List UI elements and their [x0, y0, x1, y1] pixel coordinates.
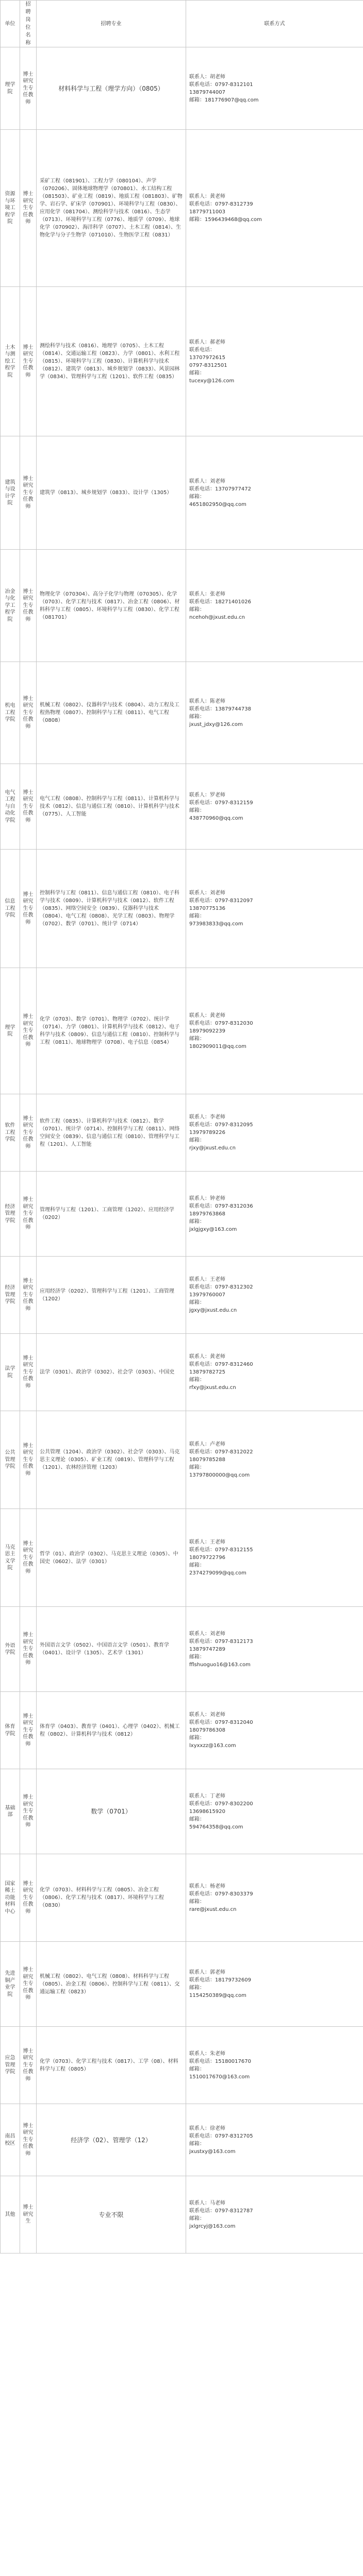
- unit-text: 信息工程学院: [5, 899, 15, 919]
- contact-line: 联系电话：0797-8312173: [189, 1638, 253, 1645]
- contact-line: 联系电话：0797-8312155: [189, 1547, 253, 1553]
- contact-cell: [186, 1172, 363, 1257]
- hire-cell: [20, 968, 37, 1094]
- contact-line: 0797-8312501: [189, 362, 227, 368]
- table-row: [1, 2176, 363, 2253]
- hire-text: 博士研究生专任教师: [23, 1197, 34, 1231]
- contact-line: 邮箱：: [189, 2215, 205, 2222]
- contact-line: rfxy@jxust.edu.cn: [189, 1385, 236, 1391]
- unit-cell: [1, 1334, 20, 1411]
- hire-text: 博士研究生专任教师: [23, 2123, 34, 2157]
- contact-line: 联系电话：0797-8312022: [189, 1449, 253, 1455]
- major-cell: 外国语言文学（0502）、中国语言文学（0501）、教育学（0401）、设计学（1305）、艺术学（1301）: [37, 1607, 186, 1692]
- hire-text: 博士研究生专任教师: [23, 1014, 34, 1048]
- table-row: [1, 1769, 363, 1854]
- contact-line: 13797800000@qq.com: [189, 1472, 250, 1478]
- contact-line: 联系电话：0797-8312097: [189, 898, 253, 904]
- contact-line: 联系电话：18179732609: [189, 1977, 251, 1983]
- table-row: [1, 1692, 363, 1769]
- hire-cell: [20, 1607, 37, 1692]
- contact-line: 邮箱：: [189, 1377, 205, 1383]
- contact-line: 联系人：郝老师: [189, 339, 225, 345]
- contact-line: 邮箱：: [189, 714, 205, 720]
- hire-cell: [20, 2176, 37, 2253]
- contact-cell: [186, 1607, 363, 1692]
- contact-line: 联系电话：13707977472: [189, 486, 251, 492]
- table-row: [1, 130, 363, 287]
- contact-line: jxlgjgxy@163.com: [189, 1226, 237, 1232]
- contact-line: 1802909011@qq.com: [189, 1043, 246, 1049]
- table-row: [1, 850, 363, 968]
- major-cell: 电气工程（0808）、控制科学与工程（0811）、计算机科学与技术（0812）、信息与通信工程（0810）、计算机科学与技术（0775）、人工智能: [37, 764, 186, 850]
- unit-cell: [1, 1172, 20, 1257]
- hire-cell: [20, 1172, 37, 1257]
- hire-cell: [20, 1257, 37, 1334]
- hire-cell: [20, 2027, 37, 2104]
- contact-line: tucexy@126.com: [189, 378, 235, 384]
- unit-cell: [1, 1257, 20, 1334]
- hire-text: 博士研究生专任教师: [23, 1713, 34, 1747]
- unit-cell: [1, 1769, 20, 1854]
- header-unit: 单位: [1, 1, 20, 47]
- table-row: [1, 1334, 363, 1411]
- contact-line: 联系人：刘老师: [189, 478, 225, 484]
- unit-text: 基础部: [5, 1805, 15, 1818]
- hire-text: 博士研究生: [23, 2205, 34, 2225]
- contact-line: 13979760007: [189, 1292, 225, 1298]
- major-cell: 应用经济学（0202）、管理科学与工程（1201）、工商管理（1202）: [37, 1257, 186, 1334]
- contact-line: 联系人：黄老师: [189, 1354, 225, 1360]
- unit-cell: [1, 2176, 20, 2253]
- contact-line: 2374279099@qq.com: [189, 1570, 246, 1576]
- unit-cell: [1, 1692, 20, 1769]
- contact-cell: [186, 2027, 363, 2104]
- hire-text: 博士研究生专任教师: [23, 1880, 34, 1914]
- unit-text: 应急管理学院: [5, 2055, 15, 2075]
- table-row: [1, 1607, 363, 1692]
- major-cell: 化学（0703）、数学（0701）、物理学（0702）、统计学（0714）、力学（0801）、计算机科学与技术（0812）、电子科学与技术（0809）、信息与通信工程（0810）、控制科学与工程（0811）、地球物理学（0708）、电子信息（0854）: [37, 968, 186, 1094]
- unit-cell: [1, 2104, 20, 2176]
- hire-cell: [20, 1411, 37, 1509]
- contact-cell: [186, 287, 363, 436]
- unit-text: 经济管理学院: [5, 1285, 15, 1305]
- contact-line: 邮箱：: [189, 1735, 205, 1741]
- contact-line: 联系人：刘老师: [189, 1712, 225, 1718]
- contact-cell: [186, 1411, 363, 1509]
- contact-line: rare@jxust.edu.cn: [189, 1906, 237, 1912]
- contact-cell: [186, 1692, 363, 1769]
- contact-line: 邮箱：: [189, 913, 205, 919]
- contact-line: 联系电话：18271401026: [189, 599, 251, 605]
- unit-text: 法学院: [5, 1366, 15, 1379]
- contact-line: 13879744007: [189, 89, 225, 95]
- unit-text: 外语学院: [5, 1642, 15, 1655]
- table-row: [1, 436, 363, 550]
- contact-line: 18979092239: [189, 1028, 225, 1034]
- contact-line: 联系人：罗老师: [189, 792, 225, 798]
- contact-line: 邮箱：: [189, 1300, 205, 1306]
- hire-cell: [20, 662, 37, 764]
- contact-line: 联系人：陈老师: [189, 698, 225, 704]
- unit-text: 电气工程与自动化学院: [5, 789, 15, 823]
- unit-text: 土木与测绘工程学院: [5, 344, 15, 378]
- hire-cell: [20, 287, 37, 436]
- contact-cell: [186, 968, 363, 1094]
- contact-line: 联系电话：0797-8312036: [189, 1203, 253, 1209]
- major-cell: 数学（0701）: [37, 1769, 186, 1854]
- hire-cell: [20, 1334, 37, 1411]
- contact-cell: [186, 1854, 363, 1942]
- major-cell: 法学（0301）、政治学（0302）、社会学（0303）、中国史: [37, 1334, 186, 1411]
- contact-line: 联系电话：0797-8312030: [189, 1020, 253, 1026]
- contact-line: 邮箱：1596439468@qq.com: [189, 217, 262, 223]
- hire-text: 博士研究生专任教师: [23, 1355, 34, 1389]
- contact-line: jxust_jdxy@126.com: [189, 721, 243, 727]
- major-cell: 管理科学与工程（1201）、工商管理（1202）、应用经济学（0202）: [37, 1172, 186, 1257]
- table-body: [1, 47, 363, 2253]
- hire-text: 博士研究生专任教师: [23, 1632, 34, 1666]
- unit-text: 南昌校区: [5, 2133, 15, 2146]
- contact-line: 邮箱：: [189, 494, 205, 500]
- table-row: [1, 662, 363, 764]
- contact-line: 联系电话：0797-8312040: [189, 1720, 253, 1725]
- contact-cell: [186, 1942, 363, 2027]
- contact-line: 联系电话：13879744738: [189, 706, 251, 712]
- hire-text: 博士研究生专任教师: [23, 191, 34, 225]
- table-row: [1, 2104, 363, 2176]
- hire-text: 博士研究生专任教师: [23, 344, 34, 378]
- contact-line: lxyxxzz@163.com: [189, 1743, 236, 1749]
- contact-cell: [186, 1509, 363, 1607]
- major-cell: 经济学（02）、管理学（12）: [37, 2104, 186, 2176]
- contact-line: 联系电话：0797-8312787: [189, 2208, 253, 2214]
- contact-cell: [186, 47, 363, 130]
- table-row: [1, 968, 363, 1094]
- table-row: [1, 1942, 363, 2027]
- table-row: [1, 287, 363, 436]
- major-cell: 哲学（01）、政治学（0302）、马克思主义理论（0305）、中国史（0602）、法学（0301）: [37, 1509, 186, 1607]
- contact-line: 联系人：郭老师: [189, 1970, 225, 1975]
- table-row: [1, 550, 363, 662]
- contact-line: 联系人：徐老师: [189, 2125, 225, 2131]
- contact-line: 18979763868: [189, 1211, 225, 1217]
- contact-line: 联系人：黄老师: [189, 194, 225, 199]
- unit-cell: [1, 2027, 20, 2104]
- contact-line: 594764358@qq.com: [189, 1824, 243, 1830]
- hire-text: 博士研究生专任教师: [23, 1115, 34, 1149]
- unit-cell: [1, 1094, 20, 1172]
- contact-line: 联系电话：0797-8312101: [189, 81, 253, 88]
- hire-text: 博士研究生专任教师: [23, 71, 34, 105]
- contact-cell: [186, 764, 363, 850]
- unit-cell: [1, 436, 20, 550]
- contact-line: 邮箱：: [189, 2141, 205, 2147]
- header-hire: 招聘岗位名称: [20, 1, 37, 47]
- unit-cell: [1, 287, 20, 436]
- major-cell: 材料科学与工程（理学方向）（0805）: [37, 47, 186, 130]
- contact-line: 联系人：朱老师: [189, 2050, 225, 2057]
- contact-line: 联系电话：0797-8303379: [189, 1891, 253, 1897]
- header-major: 招聘专业: [37, 1, 186, 47]
- hire-cell: [20, 436, 37, 550]
- table-row: [1, 1172, 363, 1257]
- contact-line: fflshuoguo16@163.com: [189, 1662, 251, 1668]
- contact-line: 邮箱：: [189, 370, 205, 376]
- hire-cell: [20, 1094, 37, 1172]
- contact-cell: [186, 130, 363, 287]
- table-row: [1, 1854, 363, 1942]
- contact-cell: [186, 1257, 363, 1334]
- hire-cell: [20, 1509, 37, 1607]
- contact-line: 邮箱：: [189, 1036, 205, 1042]
- hire-cell: [20, 850, 37, 968]
- contact-cell: [186, 550, 363, 662]
- major-cell: 公共管理（1204）、政治学（0302）、社会学（0303）、马克思主义理论（0305）、矿业工程（0819）、管理科学与工程（1201）、农林经济管理（1203）: [37, 1411, 186, 1509]
- contact-line: 联系电话：0797-8312739: [189, 201, 253, 207]
- hire-cell: [20, 764, 37, 850]
- contact-cell: [186, 1334, 363, 1411]
- contact-line: 联系人：王老师: [189, 1277, 225, 1282]
- hire-cell: [20, 1854, 37, 1942]
- contact-line: 联系电话：0797-8312705: [189, 2133, 253, 2139]
- contact-line: 邮箱：: [189, 1465, 205, 1470]
- contact-line: 联系人：李老师: [189, 1114, 225, 1120]
- major-cell: 软件工程（0835）、计算机科学与技术（0812）、数学（0701）、统计学（0714）、控制科学与工程（0811）、网络空间安全（0839）、信息与通信工程（0810）、管理科学与工程（1201）、人工智能: [37, 1094, 186, 1172]
- contact-line: 联系人：张老师: [189, 591, 225, 597]
- header-contact: 联系方式: [186, 1, 363, 47]
- unit-text: 体育学院: [5, 1724, 15, 1737]
- contact-line: 邮箱：: [189, 1138, 205, 1143]
- table-row: [1, 764, 363, 850]
- contact-line: 联系电话：0797-8312159: [189, 800, 253, 806]
- contact-line: 联系人：马老师: [189, 2200, 225, 2206]
- table-row: [1, 1094, 363, 1172]
- contact-line: 973983833@qq.com: [189, 921, 243, 927]
- unit-text: 资源与环境工程学院: [5, 191, 15, 225]
- hire-text: 博士研究生专任教师: [23, 891, 34, 925]
- unit-cell: [1, 850, 20, 968]
- unit-cell: [1, 1942, 20, 2027]
- contact-line: 联系电话：0797-8312302: [189, 1284, 253, 1290]
- unit-text: 理学院: [5, 82, 15, 95]
- contact-line: 13979789226: [189, 1130, 225, 1136]
- contact-line: 联系电话：0797-8312460: [189, 1362, 253, 1367]
- table-row: [1, 2027, 363, 2104]
- unit-cell: [1, 130, 20, 287]
- hire-text: 博士研究生专任教师: [23, 1967, 34, 2001]
- unit-text: 马克思主义学院: [5, 1544, 15, 1571]
- table-row: [1, 47, 363, 130]
- hire-text: 博士研究生专任教师: [23, 1794, 34, 1828]
- contact-line: 联系电话：0797-8312095: [189, 1122, 253, 1128]
- contact-line: 邮箱：: [189, 1654, 205, 1660]
- unit-text: 先进铜产业学院: [5, 1971, 15, 1997]
- contact-line: 邮箱：: [189, 807, 205, 814]
- contact-line: 联系人：刘老师: [189, 1631, 225, 1637]
- hire-text: 博士研究生专任教师: [23, 1443, 34, 1477]
- unit-text: 理学院: [5, 1024, 15, 1037]
- contact-line: 13870775136: [189, 906, 225, 911]
- table-row: [1, 1509, 363, 1607]
- hire-cell: [20, 1692, 37, 1769]
- table-row: [1, 1257, 363, 1334]
- contact-cell: [186, 2176, 363, 2253]
- contact-line: 1510017670@163.com: [189, 2074, 250, 2080]
- major-cell: 控制科学与工程（0811）、信息与通信工程（0810）、电子科学与技术（0809）、计算机科学与技术（0812）、软件工程（0835）、网络空间安全（0839）、仪器科学与技术（0804）、电气工程（0808）、光学工程（0803）、物理学（0702）、数学（0701）、统计学（0714）: [37, 850, 186, 968]
- contact-line: 438770960@qq.com: [189, 815, 243, 821]
- contact-line: 联系人：卢老师: [189, 1442, 225, 1447]
- contact-line: 13879782725: [189, 1369, 225, 1375]
- unit-cell: [1, 662, 20, 764]
- contact-line: 18779711003: [189, 209, 225, 215]
- contact-cell: [186, 2104, 363, 2176]
- contact-line: 联系人：黄老师: [189, 1012, 225, 1019]
- contact-line: 联系电话：15180017670: [189, 2058, 251, 2064]
- contact-line: 18079785288: [189, 1457, 225, 1463]
- contact-line: 联系人：钟老师: [189, 1195, 225, 1201]
- contact-line: 4651802950@qq.com: [189, 501, 246, 507]
- contact-cell: [186, 850, 363, 968]
- contact-line: 联系人：胡老师: [189, 74, 225, 80]
- contact-line: 邮箱：: [189, 1218, 205, 1225]
- unit-text: 公共管理学院: [5, 1450, 15, 1470]
- major-cell: 建筑学（0813）、城乡规划学（0833）、设计学（1305）: [37, 436, 186, 550]
- contact-line: 18079786308: [189, 1727, 225, 1733]
- contact-line: 邮箱：: [189, 2066, 205, 2072]
- hire-text: 博士研究生专任教师: [23, 789, 34, 823]
- contact-line: 13879747289: [189, 1646, 225, 1652]
- hire-cell: [20, 550, 37, 662]
- unit-cell: [1, 550, 20, 662]
- unit-cell: [1, 1854, 20, 1942]
- major-cell: 采矿工程（081901）、工程力学（080104）、声学（070206）、固体地球物理学（070801）、水工结构工程（081503）、矿业工程（0819）、地质工程（081803）、矿物学、岩石学、矿床学（070901）、环境科学与工程（0830）、应用化学（081704）、测绘科学与技术（0816）、生态学（0713）、环境科学与工程（0776）、地质学（0709）、地球化学（070902）、海洋科学（0707）、土木工程（0814）、生物化学与分子生物学（071010）、生物医学工程（0831）: [37, 130, 186, 287]
- contact-line: 18079722796: [189, 1555, 225, 1561]
- unit-cell: [1, 47, 20, 130]
- contact-line: 联系人：刘老师: [189, 890, 225, 896]
- hire-text: 博士研究生专任教师: [23, 1278, 34, 1312]
- contact-line: 联系人：丁老师: [189, 1793, 225, 1799]
- contact-line: jxustxy@163.com: [189, 2148, 236, 2155]
- unit-cell: [1, 764, 20, 850]
- hire-text: 博士研究生专任教师: [23, 696, 34, 730]
- hire-text: 博士研究生专任教师: [23, 588, 34, 622]
- unit-text: 建筑与设计学院: [5, 479, 15, 506]
- contact-cell: [186, 1769, 363, 1854]
- unit-text: 冶金与化学工程学院: [5, 588, 15, 622]
- unit-cell: [1, 1607, 20, 1692]
- contact-line: jgxy@jxust.edu.cn: [189, 1308, 237, 1313]
- major-cell: 化学（0703）、化学工程与技术（0817）、工学（08）、材料科学与工程（0805）: [37, 2027, 186, 2104]
- hire-cell: [20, 47, 37, 130]
- contact-cell: [186, 662, 363, 764]
- major-cell: 专业不限: [37, 2176, 186, 2253]
- unit-cell: [1, 1411, 20, 1509]
- contact-line: ncehoh@jxust.edu.cn: [189, 614, 245, 620]
- major-cell: 化学（0703）、材料科学与工程（0805）、冶金工程（0806）、化学工程与技术（0817）、环境科学与工程（0830）: [37, 1854, 186, 1942]
- major-cell: 机械工程（0802）、仪器科学与技术（0804）、动力工程及工程热物理（0807）、控制科学与工程（0811）、电气工程（0808）: [37, 662, 186, 764]
- contact-line: jxlgrcyj@163.com: [189, 2223, 236, 2229]
- hire-cell: [20, 2104, 37, 2176]
- contact-line: 13698615920: [189, 1808, 225, 1815]
- hire-text: 博士研究生专任教师: [23, 2048, 34, 2082]
- major-cell: 机械工程（0802）、电气工程（0808）、材料科学与工程（0805）、冶金工程（0806）、控制科学与工程（0811）、交通运输工程（0823）: [37, 1942, 186, 2027]
- table-header-row: [1, 1, 363, 47]
- contact-line: 13707972615: [189, 354, 225, 361]
- contact-cell: [186, 436, 363, 550]
- contact-line: 联系电话：0797-8302200: [189, 1801, 253, 1807]
- unit-text: 国家稀土功能材料中心: [5, 1880, 15, 1914]
- contact-line: 邮箱：: [189, 606, 205, 613]
- contact-line: 联系人：王老师: [189, 1539, 225, 1545]
- contact-line: 邮箱：: [189, 1899, 205, 1905]
- contact-line: 邮箱：181776907@qq.com: [189, 97, 259, 103]
- major-cell: 物理化学（070304）、高分子化学与物理（070305）、化学（0703）、化学工程与技术（0817）、冶金工程（0806）、材料科学与工程（0805）、环境科学与工程（0830）、化学工程（081701）: [37, 550, 186, 662]
- contact-line: 邮箱：: [189, 1816, 205, 1822]
- unit-cell: [1, 968, 20, 1094]
- table-row: [1, 1411, 363, 1509]
- hire-text: 博士研究生专任教师: [23, 476, 34, 510]
- hire-cell: [20, 1769, 37, 1854]
- contact-line: rjxy@jxust.edu.cn: [189, 1145, 236, 1151]
- contact-line: 联系人：杨老师: [189, 1883, 225, 1889]
- unit-cell: [1, 1509, 20, 1607]
- contact-line: 联系电话：: [189, 347, 215, 353]
- unit-text: 其他: [5, 2211, 15, 2217]
- hire-cell: [20, 130, 37, 287]
- unit-text: 机电工程学院: [5, 703, 15, 723]
- unit-text: 软件工程学院: [5, 1123, 15, 1143]
- contact-cell: [186, 1094, 363, 1172]
- unit-text: 经济管理学院: [5, 1204, 15, 1224]
- hire-cell: [20, 1942, 37, 2027]
- contact-line: 邮箱：: [189, 1563, 205, 1568]
- major-cell: 测绘科学与技术（0816）、地理学（0705）、土木工程（0814）、交通运输工程（0823）、力学（0801）、水利工程（0815）、环境科学与工程（0830）、计算机科学与技术（0812）、建筑学（0813）、城乡规划学（0833）、风景园林学（0834）、管理科学与工程（1201）、软件工程（0835）: [37, 287, 186, 436]
- contact-line: 1154250389@qq.com: [189, 1993, 246, 1998]
- major-cell: 体育学（0403）、教育学（0401）、心理学（0402）、机械工程（0802）、计算机科学与技术（0812）: [37, 1692, 186, 1769]
- contact-line: 邮箱：: [189, 1985, 205, 1991]
- hire-text: 博士研究生专任教师: [23, 1540, 34, 1574]
